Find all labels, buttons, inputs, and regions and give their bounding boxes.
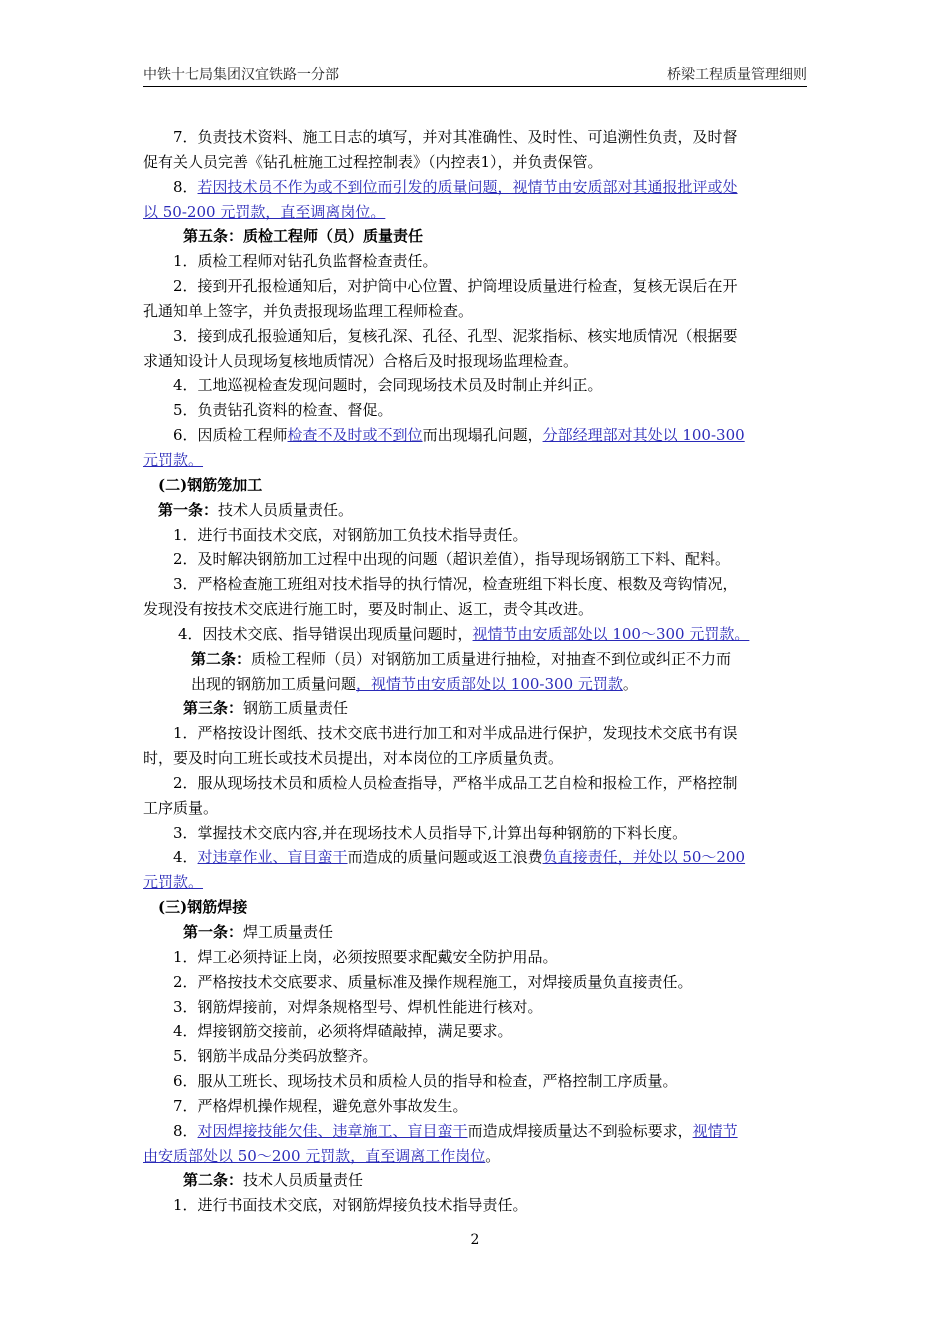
paragraph-line: 2．严格按技术交底要求、质量标准及操作规程施工，对焊接质量负直接责任。 — [173, 972, 693, 991]
text-span: 质检工程师（员）对钢筋加工质量进行抽检，对抽查不到位或纠正不力而 — [251, 649, 732, 668]
penalty-link[interactable]: 以 50-200 元罚款，直至调离岗位。 — [143, 202, 386, 221]
paragraph-line — [143, 696, 807, 721]
paragraph-line: 5．负责钻孔资料的检查、督促。 — [173, 401, 393, 420]
item-number: 4． — [173, 848, 198, 867]
penalty-link[interactable]: 由安质部处以 50～200 元罚款，直至调离工作岗位 — [143, 1146, 486, 1165]
article-label: 第二条： — [191, 649, 252, 668]
paragraph-line — [143, 175, 807, 200]
paragraph-line: 1．进行书面技术交底，对钢筋加工负技术指导责任。 — [173, 525, 528, 544]
paragraph-line: 孔通知单上签字，并负责报现场监理工程师检查。 — [143, 301, 474, 320]
paragraph-line — [143, 672, 807, 697]
paragraph-line — [143, 423, 807, 448]
header-organization: 中铁十七局集团汉宜铁路一分部 — [143, 67, 339, 83]
penalty-link[interactable]: 元罚款。 — [143, 873, 204, 892]
paragraph-line: 1．质检工程师对钻孔负监督检查责任。 — [173, 252, 438, 271]
penalty-link[interactable]: 视情节 — [692, 1121, 738, 1140]
item-number: 8． — [173, 1121, 198, 1140]
header-divider — [143, 86, 807, 87]
highlight-link[interactable]: 对因焊接技能欠佳、违章施工、盲目蛮干 — [197, 1121, 468, 1140]
paragraph-line — [143, 1168, 807, 1193]
text-span: 而造成的质量问题或返工浪费 — [347, 848, 543, 867]
paragraph-line: 时，要及时向工班长或技术员提出，对本岗位的工序质量负责。 — [143, 749, 564, 768]
paragraph-line: 2．接到开孔报检通知后，对护筒中心位置、护筒埋设质量进行检查，复核无误后在开 — [173, 277, 738, 296]
section-heading: (二)钢筋笼加工 — [158, 475, 263, 494]
penalty-link[interactable]: 负直接责任，并处以 50～200 — [542, 848, 746, 867]
text-span: 钢筋工质量责任 — [243, 699, 349, 718]
article-label: 第一条： — [158, 500, 219, 519]
paragraph-line: 4．工地巡视检查发现问题时，会同现场技术员及时制止并纠正。 — [173, 376, 603, 395]
text-span: 技术人员质量责任。 — [218, 500, 354, 519]
article-heading: 第五条：质检工程师（员）质量责任 — [183, 227, 424, 246]
paragraph-line: 6．服从工班长、现场技术员和质检人员的指导和检查，严格控制工序质量。 — [173, 1072, 678, 1091]
highlight-link[interactable]: 检查不及时或不到位 — [287, 426, 423, 445]
text-span: 出现的钢筋加工质量问题 — [191, 674, 357, 693]
paragraph-line — [143, 200, 807, 225]
paragraph-line — [143, 647, 807, 672]
paragraph-line: 7．负责技术资料、施工日志的填写，并对其准确性、及时性、可追溯性负责，及时督 — [173, 128, 738, 146]
paragraph-line: 3．钢筋焊接前，对焊条规格型号、焊机性能进行核对。 — [173, 997, 543, 1016]
paragraph-line — [143, 920, 807, 945]
paragraph-line: 求通知设计人员现场复核地质情况）合格后及时报现场监理检查。 — [143, 351, 579, 370]
highlight-link[interactable]: 对违章作业、盲目蛮干 — [197, 848, 348, 867]
section-heading: (三)钢筋焊接 — [158, 898, 248, 917]
text-span: 4．因技术交底、指导错误出现质量问题时， — [178, 624, 473, 643]
paragraph-line — [143, 622, 807, 647]
paragraph-line — [143, 1144, 807, 1169]
paragraph-line — [143, 448, 807, 473]
text-span: 焊工质量责任 — [243, 923, 334, 941]
paragraph-line: 发现没有按技术交底进行施工时，要及时制止、返工，责令其改进。 — [143, 600, 594, 619]
text-span: 6．因质检工程师 — [173, 426, 288, 445]
paragraph-line: 2．及时解决钢筋加工过程中出现的问题（超识差值），指导现场钢筋工下料、配料。 — [173, 550, 731, 569]
article-label: 第三条： — [183, 699, 244, 718]
penalty-link[interactable]: 若因技术员不作为或不到位而引发的质量问题，视情节由安质部对其通报批评或处 — [197, 177, 738, 196]
text-span: 技术人员质量责任 — [243, 1171, 364, 1190]
article-label: 第二条： — [183, 1171, 244, 1190]
body-text — [143, 125, 807, 1218]
header-document-title: 桥梁工程质量管理细则 — [667, 67, 807, 83]
paragraph-line — [143, 1119, 807, 1144]
paragraph-line: 工序质量。 — [143, 798, 219, 817]
text-span: 而造成焊接质量达不到验标要求， — [467, 1121, 693, 1140]
paragraph-line — [143, 845, 807, 870]
page-number: 2 — [470, 1232, 480, 1248]
penalty-link[interactable]: 分部经理部对其处以 100-300 — [542, 426, 745, 445]
item-number: 8． — [173, 177, 198, 196]
article-label: 第一条： — [183, 923, 244, 941]
paragraph-line: 3．接到成孔报验通知后，复核孔深、孔径、孔型、泥浆指标、核实地质情况（根据要 — [173, 326, 738, 345]
page-header — [143, 64, 807, 86]
paragraph-line: 1．严格按设计图纸、技术交底书进行加工和对半成品进行保护，发现技术交底书有误 — [173, 724, 738, 743]
penalty-link[interactable]: ，视情节由安质部处以 100-300 元罚款 — [356, 674, 623, 693]
paragraph-line — [143, 870, 807, 895]
paragraph-line: 1．进行书面技术交底，对钢筋焊接负技术指导责任。 — [173, 1196, 528, 1215]
penalty-link[interactable]: 视情节由安质部处以 100～300 元罚款。 — [472, 624, 750, 643]
paragraph-line: 1．焊工必须持证上岗，必须按照要求配戴安全防护用品。 — [173, 947, 558, 966]
paragraph-line: 2．服从现场技术员和质检人员检查指导，严格半成品工艺自检和报检工作，严格控制 — [173, 773, 738, 792]
paragraph-line: 7．严格焊机操作规程，避免意外事故发生。 — [173, 1096, 468, 1115]
paragraph-line — [143, 498, 807, 523]
text-span: 而出现塌孔问题， — [422, 426, 543, 445]
penalty-link[interactable]: 元罚款。 — [143, 450, 204, 469]
paragraph-line: 3．严格检查施工班组对技术指导的执行情况，检查班组下料长度、根数及弯钩情况， — [173, 575, 738, 594]
text-span: 。 — [485, 1146, 501, 1165]
paragraph-line: 3．掌握技术交底内容,并在现场技术人员指导下,计算出每种钢筋的下料长度。 — [173, 823, 688, 842]
paragraph-line: 4．焊接钢筋交接前，必须将焊碴敲掉，满足要求。 — [173, 1022, 513, 1041]
paragraph-line: 促有关人员完善《钻孔桩施工过程控制表》（内控表1），并负责保管。 — [143, 152, 603, 171]
paragraph-line: 5．钢筋半成品分类码放整齐。 — [173, 1047, 378, 1066]
text-span: 。 — [622, 674, 638, 693]
